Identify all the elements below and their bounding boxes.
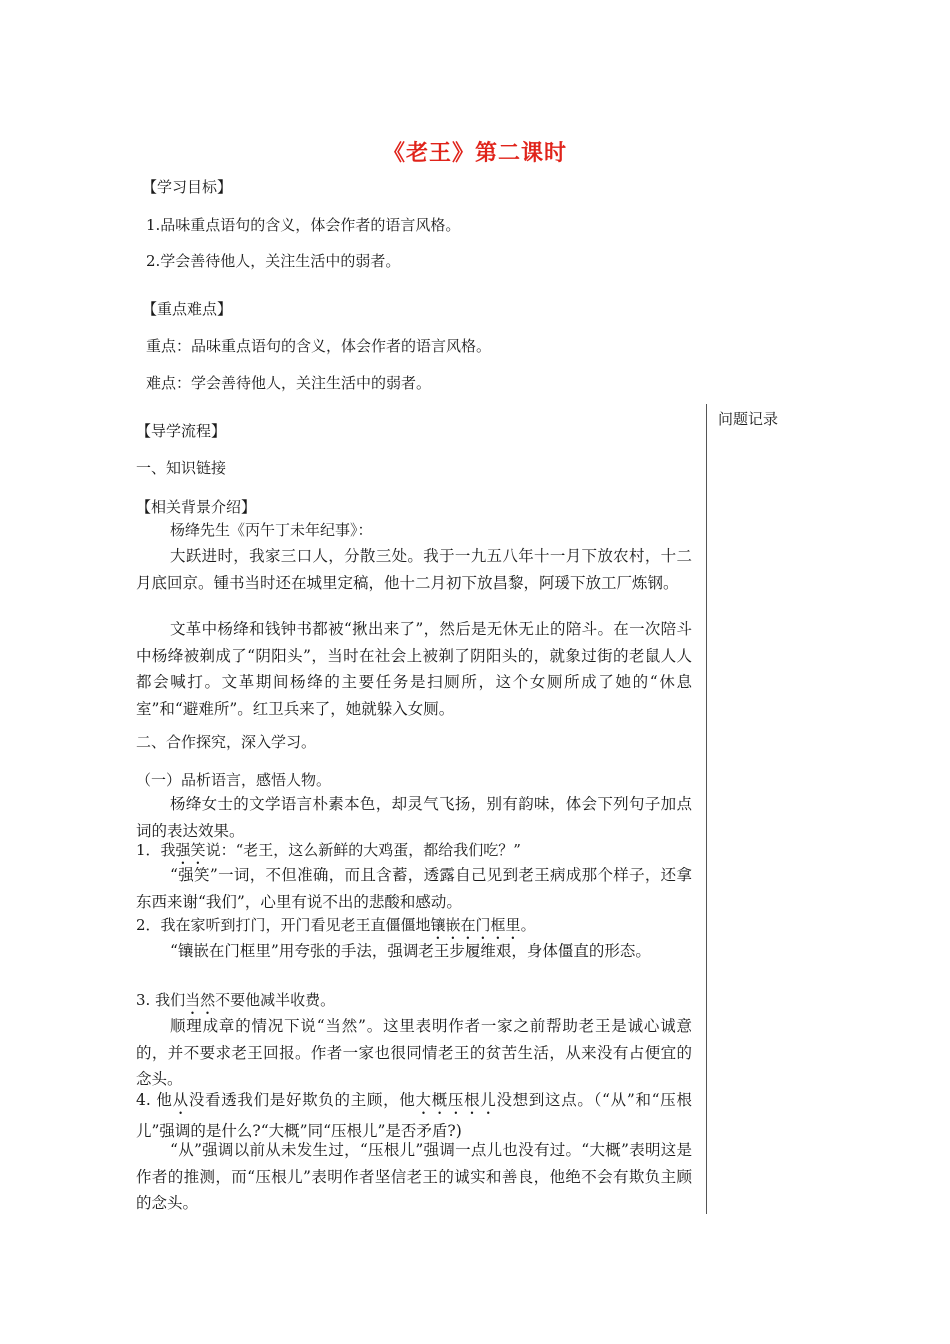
question-4-post: 没想到这点。（“从”和“压根儿”强调的是什么?“大概”同“压根儿”是否矛盾?) [136, 1091, 692, 1140]
question-1-dotted: 强笑 [175, 841, 206, 859]
question-3-pre: 3. 我们 [136, 991, 186, 1009]
answer-3: 顺理成章的情况下说“当然”。这里表明作者一家之前帮助老王是诚心诚意的，并不要求老王回报。作者一家也很同情老王的贫苦生活，从来没有占便宜的念头。 [136, 1017, 692, 1088]
section-1-heading: （一）品析语言，感悟人物。 [136, 771, 332, 789]
question-2-pre: 2．我在家听到打门，开门看见老王直僵僵地 [136, 916, 431, 934]
question-2-post: 。 [520, 916, 536, 934]
side-label: 问题记录 [718, 410, 779, 428]
page-title: 《老王》第二课时 [382, 141, 567, 166]
question-1-pre: 1．我 [136, 841, 176, 859]
key-difficulty: 难点：学会善待他人，关注生活中的弱者。 [146, 374, 432, 392]
question-4 [136, 1087, 692, 1145]
background-paragraph-1: 大跃进时，我家三口人，分散三处。我于一九五八年十一月下放农村，十二月底回京。锺书当时还在城里定稿，他十二月初下放昌黎，阿瑗下放工厂炼钢。 [136, 547, 692, 592]
question-1-post: 说：“老王，这么新鲜的大鸡蛋，都给我们吃？” [205, 841, 521, 859]
flow-heading: 【导学流程】 [136, 422, 227, 440]
answer-2: “镶嵌在门框里”用夸张的手法，强调老王步履维艰，身体僵直的形态。 [170, 942, 651, 960]
goal-item-1: 1.品味重点语句的含义，体会作者的语言风格。 [146, 216, 461, 234]
goal-item-2: 2.学会善待他人，关注生活中的弱者。 [146, 252, 401, 270]
question-3-post: 不要他减半收费。 [215, 991, 336, 1009]
key-focus: 重点：品味重点语句的含义，体会作者的语言风格。 [146, 337, 492, 355]
intro-paragraph: 杨绛女士的文学语言朴素本色，却灵气飞扬，别有韵味，体会下列句子加点词的表达效果。 [136, 795, 692, 840]
question-4-dotted-1: 从 [172, 1091, 189, 1109]
question-4-dotted-2: 大概压根儿 [415, 1091, 497, 1109]
question-4-mid: 没看透我们是好欺负的主顾，他 [188, 1091, 416, 1109]
background-heading: 【相关背景介绍】 [136, 498, 257, 516]
background-paragraph-2: 文革中杨绛和钱钟书都被“揪出来了”，然后是无休无止的陪斗。在一次陪斗中杨绛被剃成了“阴阳头”，当时在社会上被剃了阴阳头的，就象过街的老鼠人人都会喊打。文革期间杨绛的主要任务是扫厕所，这个女厕所成了她的“休息室”和“避难所”。红卫兵来了，她就躲入女厕。 [136, 620, 692, 718]
source-line: 杨绛先生《丙午丁未年纪事》： [170, 521, 373, 539]
question-2-dotted: 镶嵌在门框里 [430, 916, 521, 934]
goals-heading: 【学习目标】 [142, 178, 233, 196]
answer-4: “从”强调以前从未发生过，“压根儿”强调一点儿也没有过。“大概”表明这是作者的推测，而“压根儿”表明作者坚信老王的诚实和善良，他绝不会有欺负主顾的念头。 [136, 1141, 692, 1212]
part1-heading: 一、知识链接 [136, 459, 227, 477]
part2-heading: 二、合作探究，深入学习。 [136, 733, 317, 751]
key-heading: 【重点难点】 [142, 300, 233, 318]
question-3-dotted: 当然 [185, 991, 216, 1009]
question-4-pre: 4. 他 [136, 1091, 173, 1109]
column-divider [706, 404, 707, 1214]
answer-1: “强笑”一词，不但准确，而且含蓄，透露自己见到老王病成那个样子，还拿东西来谢“我们”，心里有说不出的悲酸和感动。 [136, 866, 692, 911]
